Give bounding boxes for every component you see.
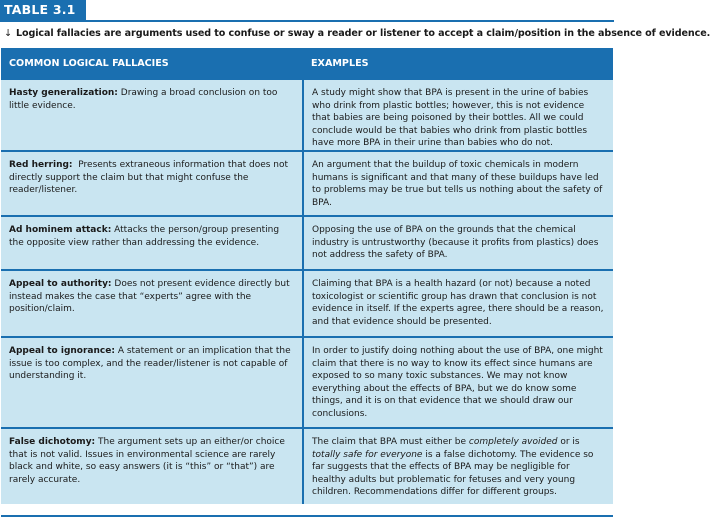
table-row	[1, 428, 613, 504]
table-row	[1, 270, 613, 337]
fallacy-term: Red herring:	[9, 159, 73, 170]
fallacy-cell	[1, 79, 303, 151]
example-emphasis: completely avoided	[468, 436, 558, 447]
example-cell: An argument that the buildup of toxic chemicals in modern humans is significant and that many of these buildups have led to problems may be true but tells us nothing about the safety of BPA.	[303, 151, 613, 216]
fallacies-table	[1, 48, 613, 504]
table-row	[1, 79, 613, 151]
fallacy-definition: The argument sets up an either/or choice that is not valid. Issues in environmental science are rarely black and white, so easy answers (it is “this” or “that”) are rarely accurate.	[9, 436, 285, 485]
example-text: is a false dichotomy. The evidence so far suggests that the effects of BPA may be negligible for healthy adults but problematic for fetuses and very young children. Recommendations differ for different groups.	[312, 449, 594, 498]
fallacy-cell	[1, 151, 303, 216]
fallacy-cell	[1, 428, 303, 504]
example-text: The claim that BPA must either be	[312, 436, 469, 447]
table-row	[1, 151, 613, 216]
fallacy-definition: Drawing a broad conclusion on too little evidence.	[9, 88, 278, 111]
header-fallacies: COMMON LOGICAL FALLACIES	[1, 48, 303, 79]
fallacy-term: Appeal to ignorance:	[9, 345, 115, 356]
fallacy-definition: Does not present evidence directly but instead makes the case that “experts” agree with the position/claim.	[9, 278, 290, 315]
fallacy-term: Ad hominem attack:	[9, 224, 112, 235]
fallacy-term: False dichotomy:	[9, 436, 96, 447]
table-row	[1, 216, 613, 270]
table-caption	[4, 27, 710, 41]
example-cell: Opposing the use of BPA on the grounds that the chemical industry is untrustworthy (because it profits from plastics) does not address the safety of BPA.	[303, 216, 613, 270]
fallacy-cell	[1, 337, 303, 428]
example-cell	[303, 428, 613, 504]
table-label: TABLE 3.1	[0, 0, 86, 20]
example-cell: Claiming that BPA is a health hazard (or not) because a noted toxicologist or scientific group has drawn that conclusion is not evidence in itself. If the experts agree, there should be a reason, and that evidence should be presented.	[303, 270, 613, 337]
table-header-row	[1, 48, 613, 79]
fallacy-cell	[1, 216, 303, 270]
down-arrow-icon: ↓	[4, 28, 12, 39]
fallacy-definition: Presents extraneous information that does not directly support the claim but that might confuse the reader/listener.	[9, 159, 291, 196]
fallacy-definition: Attacks the person/group presenting the opposite view rather than addressing the evidence.	[9, 224, 280, 248]
fallacy-term: Hasty generalization:	[9, 88, 118, 98]
example-cell: A study might show that BPA is present in the urine of babies who drink from plastic bottles; however, this is not evidence that babies are being poisoned by their bottles. All we could conclude would be that babies who drink from plastic bottles have more BPA in their urine than babies who do not.	[303, 79, 613, 151]
fallacy-cell	[1, 270, 303, 337]
table-label-rule	[0, 20, 614, 22]
fallacy-term: Appeal to authority:	[9, 278, 112, 289]
fallacy-definition: A statement or an implication that the issue is too complex, and the reader/listener is not capable of understanding it.	[9, 345, 291, 382]
table-row	[1, 337, 613, 428]
example-emphasis: totally safe for everyone	[312, 449, 423, 460]
caption-text: Logical fallacies are arguments used to confuse or sway a reader or listener to accept a claim/position in the absence of evidence.	[15, 28, 710, 39]
example-cell: In order to justify doing nothing about the use of BPA, one might claim that there is no way to know its effect since humans are exposed to so many toxic substances. We may not know everything about the effects of BPA, but we do know some things, and it is on that evidence that we should draw our conclusions.	[303, 337, 613, 428]
header-examples: EXAMPLES	[303, 48, 613, 79]
example-text: or is	[557, 436, 580, 447]
